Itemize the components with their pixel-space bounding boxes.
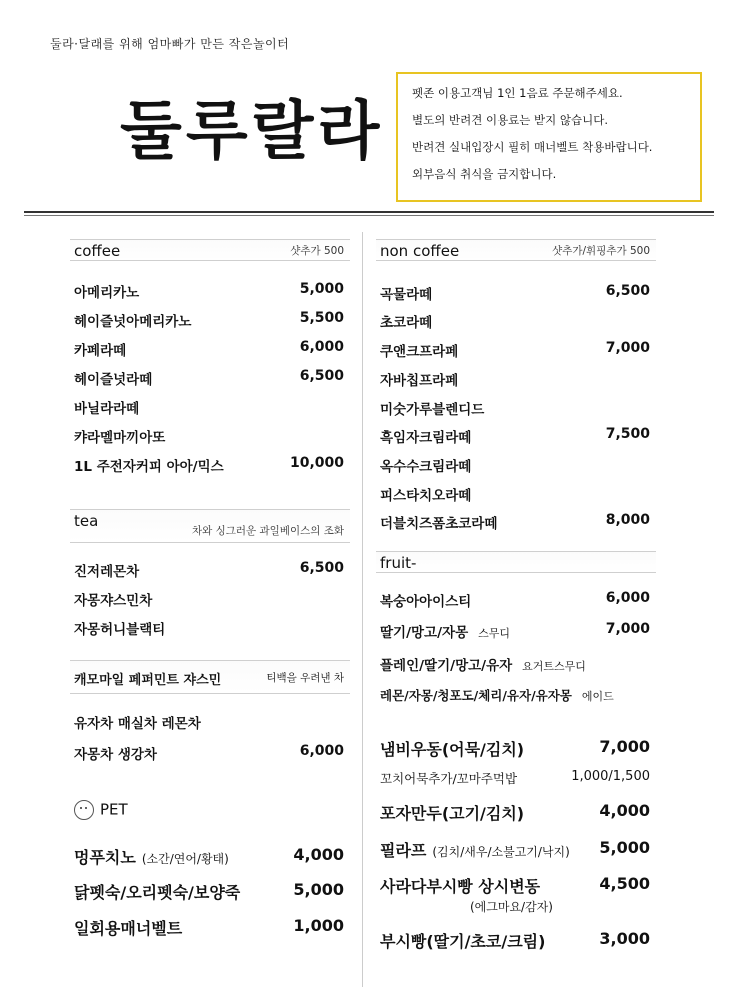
menu-item-price: 7,000 [605, 621, 650, 637]
menu-item-name: 일회용매너벨트 [74, 919, 183, 938]
menu-item-name: 흑임자크림라떼 [380, 430, 472, 446]
menu-item-price: 6,000 [605, 590, 650, 606]
menu-item [380, 369, 650, 389]
menu-item-name: 옥수수크림라떼 [380, 459, 472, 475]
menu-item-name: 플레인/딸기/망고/유자 요거트스무디 [380, 658, 586, 674]
pet-section-header [74, 800, 128, 820]
menu-item-option [470, 898, 650, 918]
tea-section-title: tea [74, 512, 99, 530]
menu-item-sub: (에그마요/감자) [470, 900, 553, 914]
menu-item-price: 4,500 [599, 874, 650, 893]
menu-item-name: 더블치즈폼초코라떼 [380, 516, 498, 532]
menu-item [380, 512, 650, 532]
menu-item-name: 쿠앤크프라페 [380, 344, 459, 360]
coffee-section-note: 샷추가 500 [290, 245, 344, 257]
menu-item-name: 자바칩프라페 [380, 373, 459, 389]
menu-item-price: 3,000 [599, 929, 650, 948]
column-divider [362, 232, 363, 987]
noncoffee-section-header [376, 239, 656, 261]
menu-item-name: 자몽쟈스민차 [74, 593, 153, 609]
menu-item-name: 곡물라떼 [380, 287, 433, 303]
menu-item-name: 아메리카노 [74, 285, 140, 301]
menu-item-name: 닭펫숙/오리펫숙/보양죽 [74, 883, 241, 902]
menu-item-name: 캬라멜마끼아또 [74, 430, 166, 446]
menu-item [380, 398, 650, 418]
menu-item-name: 헤이즐넛라떼 [74, 372, 153, 388]
menu-item-price: 4,000 [293, 845, 344, 864]
menu-item-name: 자몽차 생강차 [74, 747, 157, 763]
menu-item-name: 포자만두(고기/김치) [380, 804, 525, 823]
menu-item-price: 5,000 [293, 880, 344, 899]
menu-item [74, 426, 344, 446]
menu-item [74, 397, 344, 417]
menu-item-name: 1L 주전자커피 아아/믹스 [74, 459, 224, 475]
menu-item-name: 카페라떼 [74, 343, 127, 359]
menu-item-price: 10,000 [289, 455, 344, 471]
menu-item-name: 꼬치어묵추가/꼬마주먹밥 [380, 771, 518, 786]
menu-item [380, 484, 650, 504]
menu-item [74, 560, 344, 580]
menu-item-name: 미숫가루블렌디드 [380, 402, 485, 418]
menu-item-name: 사라다부시빵 상시변동 [380, 877, 541, 896]
fruit-section-header [376, 551, 656, 573]
notice-line: 외부음식 취식을 금지합니다. [412, 167, 557, 181]
pet-section-title: PET [100, 800, 128, 819]
menu-item-name: 복숭아아이스티 [380, 594, 472, 610]
menu-item-name: 유자차 매실차 레몬차 [74, 716, 201, 732]
menu-item [380, 769, 650, 789]
menu-item-price: 6,500 [299, 560, 344, 576]
menu-item-name: 딸기/망고/자몽 스무디 [380, 625, 510, 641]
herb-tea-name: 캐모마일 페퍼민트 쟈스민 [74, 673, 222, 688]
tea-section-header [70, 509, 350, 543]
notice-line: 별도의 반려견 이용료는 받지 않습니다. [412, 113, 609, 127]
menu-item [74, 310, 344, 330]
menu-item-price: 6,500 [605, 283, 650, 299]
menu-item [380, 929, 650, 953]
menu-item [380, 801, 650, 825]
menu-item-price: 5,000 [299, 281, 344, 297]
menu-item [74, 880, 344, 904]
menu-item-name: 레몬/자몽/청포도/체리/유자/유자몽 에이드 [380, 688, 614, 703]
menu-item [74, 589, 344, 609]
menu-item [74, 916, 344, 940]
menu-item-price: 7,500 [605, 426, 650, 442]
coffee-section-title: coffee [74, 242, 121, 260]
menu-item [380, 874, 650, 898]
menu-item-price: 1,000/1,500 [571, 769, 650, 784]
menu-item-price: 1,000 [293, 916, 344, 935]
header-divider-thin [24, 215, 714, 216]
menu-item [380, 590, 650, 610]
menu-item-name: 피스타치오라떼 [380, 488, 472, 504]
menu-item [74, 743, 344, 763]
notice-line: 펫존 이용고객님 1인 1음료 주문해주세요. [412, 86, 623, 100]
menu-item-price: 4,000 [599, 801, 650, 820]
menu-item-price: 7,000 [599, 737, 650, 756]
menu-item [380, 686, 650, 706]
menu-item-name: 초코라떼 [380, 315, 433, 331]
brand-logo: 둘루랄라 [120, 95, 384, 169]
menu-item [74, 368, 344, 388]
coffee-section-header [70, 239, 350, 261]
menu-item-price: 8,000 [605, 512, 650, 528]
menu-item [380, 737, 650, 761]
menu-item [74, 281, 344, 301]
menu-item [380, 311, 650, 331]
menu-item-name: 냄비우동(어묵/김치) [380, 740, 525, 759]
menu-item [74, 845, 344, 869]
menu-item [380, 426, 650, 446]
herb-tea-header [70, 660, 350, 694]
menu-item-price: 6,500 [299, 368, 344, 384]
menu-item [74, 712, 344, 732]
menu-item-name: 멍푸치노 (소간/연어/황태) [74, 848, 229, 867]
menu-item-price: 6,000 [299, 743, 344, 759]
notice-box [396, 72, 702, 202]
menu-item-name: 자몽허니블랙티 [74, 622, 166, 638]
tea-section-note: 차와 싱그러운 과일베이스의 조화 [191, 525, 344, 537]
menu-item [380, 654, 650, 674]
menu-item [74, 455, 344, 475]
header-divider [24, 211, 714, 213]
fruit-section-title: fruit- [380, 554, 417, 572]
noncoffee-section-title: non coffee [380, 242, 460, 260]
menu-item [380, 455, 650, 475]
noncoffee-section-note: 샷추가/휘핑추가 500 [552, 245, 650, 257]
menu-item [380, 838, 650, 862]
menu-item [380, 340, 650, 360]
menu-item-name: 바닐라라떼 [74, 401, 140, 417]
menu-item [380, 283, 650, 303]
notice-line: 반려견 실내입장시 필히 매너벨트 착용바랍니다. [412, 140, 653, 154]
herb-tea-note: 티백을 우려낸 차 [266, 672, 344, 684]
menu-item-name: 헤이즐넛아메리카노 [74, 314, 192, 330]
menu-item-name: 필라프 (김치/새우/소불고기/낙지) [380, 841, 570, 860]
menu-item-price: 5,500 [299, 310, 344, 326]
menu-item-name: 부시빵(딸기/초코/크림) [380, 932, 546, 951]
menu-item [380, 621, 650, 641]
dog-face-icon [74, 800, 94, 820]
menu-item [74, 339, 344, 359]
tagline: 둘라·달래를 위해 엄마빠가 만든 작은놀이터 [50, 37, 290, 51]
menu-item-price: 7,000 [605, 340, 650, 356]
menu-item-price: 5,000 [599, 838, 650, 857]
menu-item [74, 618, 344, 638]
menu-item-price: 6,000 [299, 339, 344, 355]
menu-item-name: 진저레몬차 [74, 564, 140, 580]
